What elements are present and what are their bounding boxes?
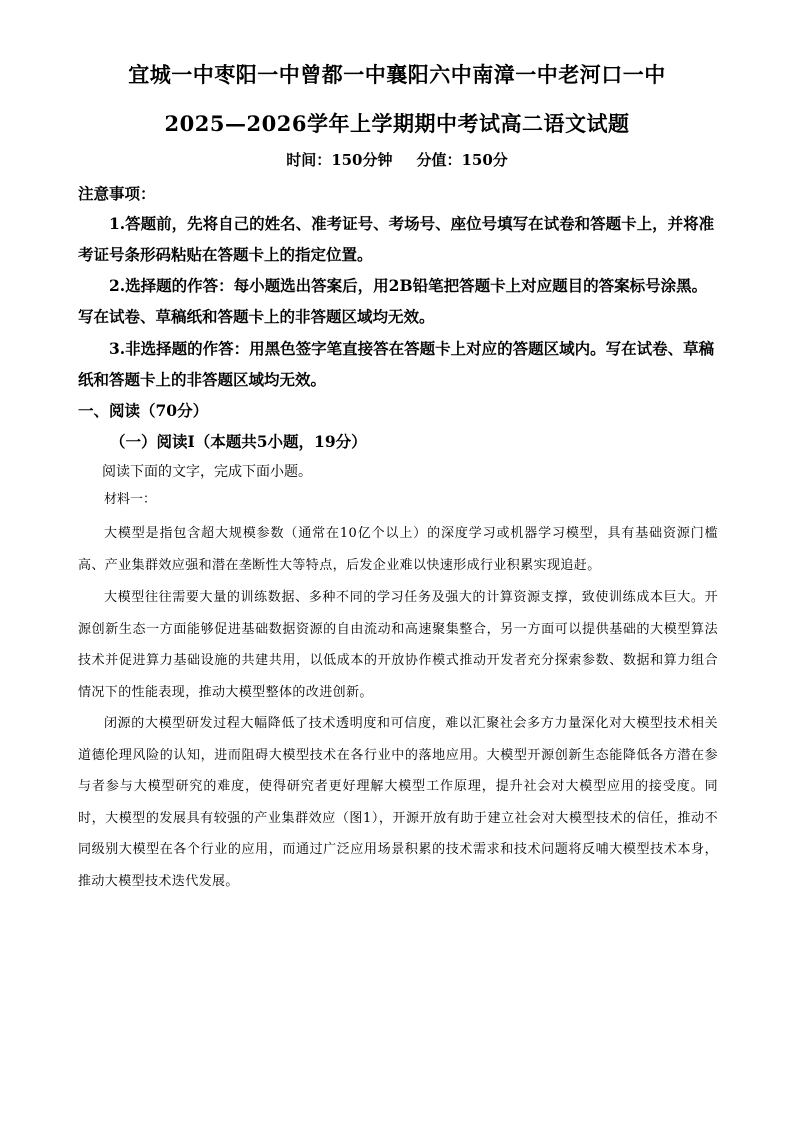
subsection-title: （一）阅读Ⅰ（本题共5小题，19分） bbox=[110, 432, 367, 451]
exam-meta bbox=[0, 150, 794, 170]
reading-instruction: 阅读下面的文字，完成下面小题。 bbox=[102, 464, 312, 480]
material-paragraph-1: 大模型是指包含超大规模参数（通常在10亿个以上）的深度学习或机器学习模型，具有基础资源门槛高、产业集群效应强和潜在垄断性大等特点，后发企业难以快速形成行业积累实现追赶。 bbox=[78, 526, 718, 573]
material-paragraph-2: 大模型往往需要大量的训练数据、多种不同的学习任务及强大的计算资源支撑，致使训练成本巨大。开源创新生态一方面能够促进基础数据资源的自由流动和高速聚集整合，另一方面可以提供基础的大模型算法技术并促进算力基础设施的共建共用，以低成本的开放协作模式推动开发者充分探索参数、数据和算力组合情况下的性能表现，推动大模型整体的改进创新。 bbox=[78, 590, 718, 700]
school-names-title: 宜城一中枣阳一中曾都一中襄阳六中南漳一中老河口一中 bbox=[128, 62, 666, 87]
notice-item-3: 3.非选择题的作答：用黑色签字笔直接答在答题卡上对应的答题区域内。写在试卷、草稿纸和答题卡上的非答题区域均无效。 bbox=[78, 339, 715, 389]
notice-item-2: 2.选择题的作答：每小题选出答案后，用2B铅笔把答题卡上对应题目的答案标号涂黑。写在试卷、草稿纸和答题卡上的非答题区域均无效。 bbox=[78, 276, 708, 326]
material-label: 材料一： bbox=[104, 492, 157, 507]
material-paragraph-3: 闭源的大模型研发过程大幅降低了技术透明度和可信度，难以汇聚社会多方力量深化对大模型技术相关道德伦理风险的认知，进而阻碍大模型技术在各行业中的落地应用。大模型开源创新生态能降低各方潜在参与者参与大模型研究的难度，使得研究者更好理解大模型工作原理，提升社会对大模型应用的接受度。同时，大模型的发展具有较强的产业集群效应（图1），开源开放有助于建立社会对大模型技术的信任，推动不同级别大模型在各个行业的应用，而通过广泛应用场景积累的技术需求和技术问题将反哺大模型技术本身，推动大模型技术迭代发展。 bbox=[78, 716, 718, 889]
section-title: 一、阅读（70分） bbox=[78, 401, 209, 420]
exam-title: 2025—2026学年上学期期中考试高二语文试题 bbox=[164, 111, 630, 136]
notice-heading: 注意事项： bbox=[78, 184, 156, 203]
exam-time: 时间：150分钟 bbox=[286, 151, 393, 169]
notice-item-1: 1.答题前，先将自己的姓名、准考证号、考场号、座位号填写在试卷和答题卡上，并将准考证号条形码粘贴在答题卡上的指定位置。 bbox=[78, 214, 715, 264]
exam-score: 分值：150分 bbox=[416, 151, 508, 169]
